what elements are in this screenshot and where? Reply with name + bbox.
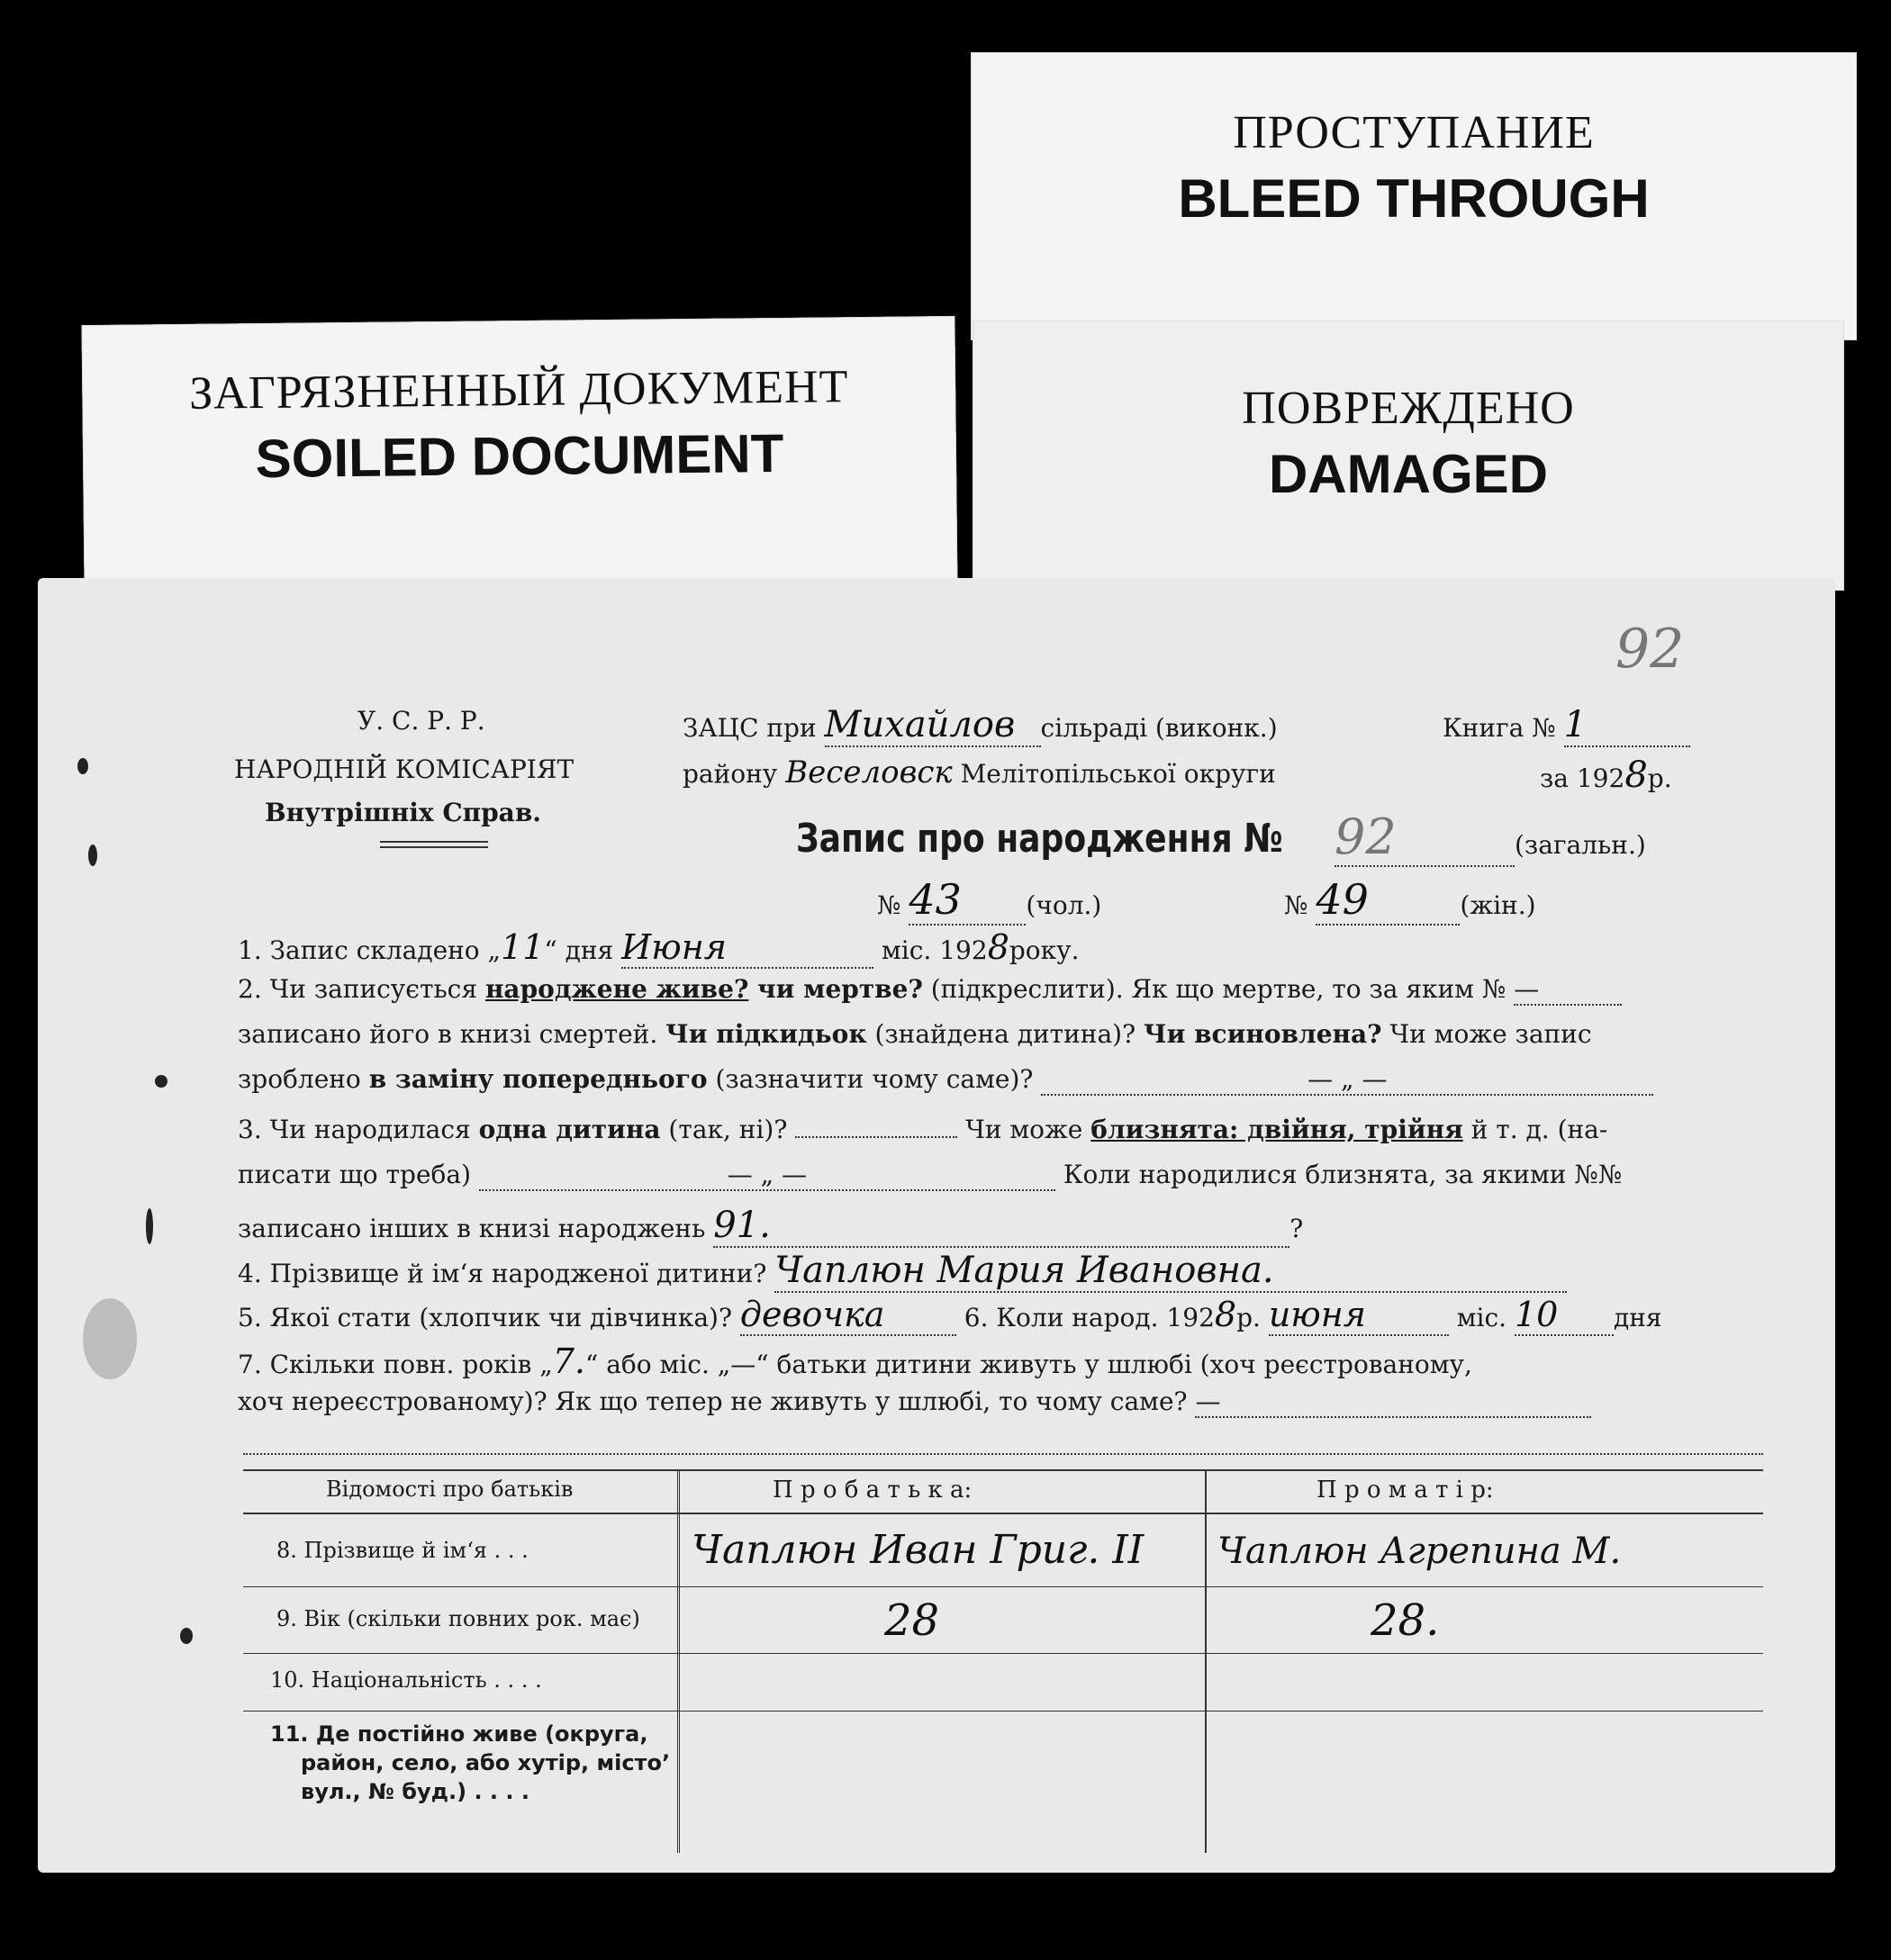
soiled-ru: ЗАГРЯЗНЕННЫЙ ДОКУМЕНТ (188, 361, 849, 420)
table-rule-top (243, 1453, 1763, 1455)
row-11-label-1: 11. Де постійно живе (округа, (270, 1721, 648, 1747)
header-internal-affairs: Внутрішніх Справ. (265, 798, 542, 827)
form-title: Запис про народження № (796, 816, 1283, 862)
stain (146, 1208, 153, 1244)
child-sex: девочка (740, 1295, 956, 1336)
zags-value: Михайлов (825, 704, 1041, 747)
question-3-line-1: 3. Чи народилася одна дитина (так, ні)? Чи може близнята: двійня, трійня й т. д. (на- (238, 1115, 1608, 1144)
table-header-top (243, 1469, 1763, 1471)
question-2-line-2: записано його в книзі смертей. Чи підкидьок (знайдена дитина)? Чи всиновлена? Чи може запис (238, 1019, 1592, 1049)
record-total: 92 (загальн.) (1335, 808, 1646, 865)
district-label: району Веселовск Мелітопільської округи (683, 754, 1276, 790)
table-row-line (243, 1711, 1763, 1712)
row-8-label: 8. Прізвище й ім‘я . . . (276, 1538, 529, 1563)
question-3-line-3: записано інших в книзі народжень 91. ? (238, 1205, 1304, 1246)
page-number: 92 (1615, 618, 1685, 681)
mother-name: Чаплюн Агрепина М. (1217, 1531, 1622, 1572)
damaged-card (973, 321, 1844, 591)
header-ussr: У. С. Р. Р. (357, 706, 485, 736)
father-age: 28 (884, 1595, 940, 1646)
damaged-en: DAMAGED (1269, 444, 1548, 504)
question-2-line-1: 2. Чи записується народжене живе? чи мертве? (підкреслити). Як що мертве, то за яким № — (238, 974, 1622, 1006)
year-label: за 1928р. (1540, 754, 1672, 796)
table-header-info: Відомості про батьків (326, 1477, 574, 1502)
question-1: 1. Запис складено „11“ дня Июня міс. 1928року. (238, 927, 1080, 967)
table-col-divider (677, 1469, 680, 1853)
table-header-father: П р о б а т ь к а: (773, 1477, 973, 1504)
mother-age: 28. (1371, 1595, 1440, 1646)
question-4: 4. Прізвище й ім‘я народженої дитини? Чаплюн Мария Ивановна. (238, 1250, 1567, 1293)
table-col-divider (1205, 1469, 1207, 1853)
header-commissariat: НАРОДНІЙ КОМІСАРІЯТ (234, 754, 575, 784)
question-3-line-2: писати що треба) — „ — Коли народилися близнята, за якими №№ (238, 1160, 1623, 1189)
row-9-label: 9. Вік (скільки повних рок. має) (276, 1606, 640, 1631)
question-2-line-3: зроблено в заміну попереднього (зазначити чому саме)? — „ — (238, 1064, 1653, 1096)
question-5-6: 5. Якої стати (хлопчик чи дівчинка)? девочка 6. Коли народ. 1928р. июня міс. 10 дня (238, 1295, 1662, 1334)
row-10-label: 10. Національність . . . . (270, 1667, 542, 1693)
table-row-line (243, 1653, 1763, 1654)
stain (88, 845, 97, 866)
table-row-line (243, 1586, 1763, 1587)
row-11-label-3: вул., № буд.) . . . . (301, 1779, 529, 1804)
child-name: Чаплюн Мария Ивановна. (774, 1250, 1567, 1293)
stain (77, 758, 88, 774)
record-female: № 49 (жін.) (1284, 875, 1536, 924)
district-value: Веселовск (785, 754, 953, 790)
stain (180, 1628, 193, 1644)
table-header-mother: П р о м а т і р: (1316, 1477, 1494, 1504)
bleed-through-en: BLEED THROUGH (1178, 168, 1650, 229)
father-name: Чаплюн Иван Григ. II (692, 1527, 1145, 1573)
book-value: 1 (1564, 704, 1690, 747)
book-label: Книга № 1 (1443, 704, 1690, 747)
soiled-document-card (81, 316, 957, 595)
birth-record-form (38, 578, 1835, 1873)
bleed-through-card (971, 52, 1857, 340)
question-7-line-1: 7. Скільки повн. років „7.“ або міс. „—“ батьки дитини живуть у шлюбі (хоч реєстрованому, (238, 1341, 1472, 1381)
bleed-through-ru: ПРОСТУПАНИЕ (1233, 107, 1595, 158)
table-header-bottom (243, 1513, 1763, 1514)
soiled-en: SOILED DOCUMENT (255, 422, 784, 490)
stain (155, 1075, 167, 1088)
stain (83, 1298, 137, 1379)
record-male: № 43 (чол.) (877, 875, 1102, 924)
zags-label: ЗАЦС при Михайлов сільраді (виконк.) (683, 704, 1278, 745)
question-7-line-2: хоч нереєстрованому)? Як що тепер не живуть у шлюбі, то чому саме? — (238, 1386, 1591, 1418)
damaged-ru: ПОВРЕЖДЕНО (1242, 383, 1575, 434)
header-rule (380, 841, 488, 848)
row-11-label-2: район, село, або хутір, місто’ (301, 1750, 671, 1775)
